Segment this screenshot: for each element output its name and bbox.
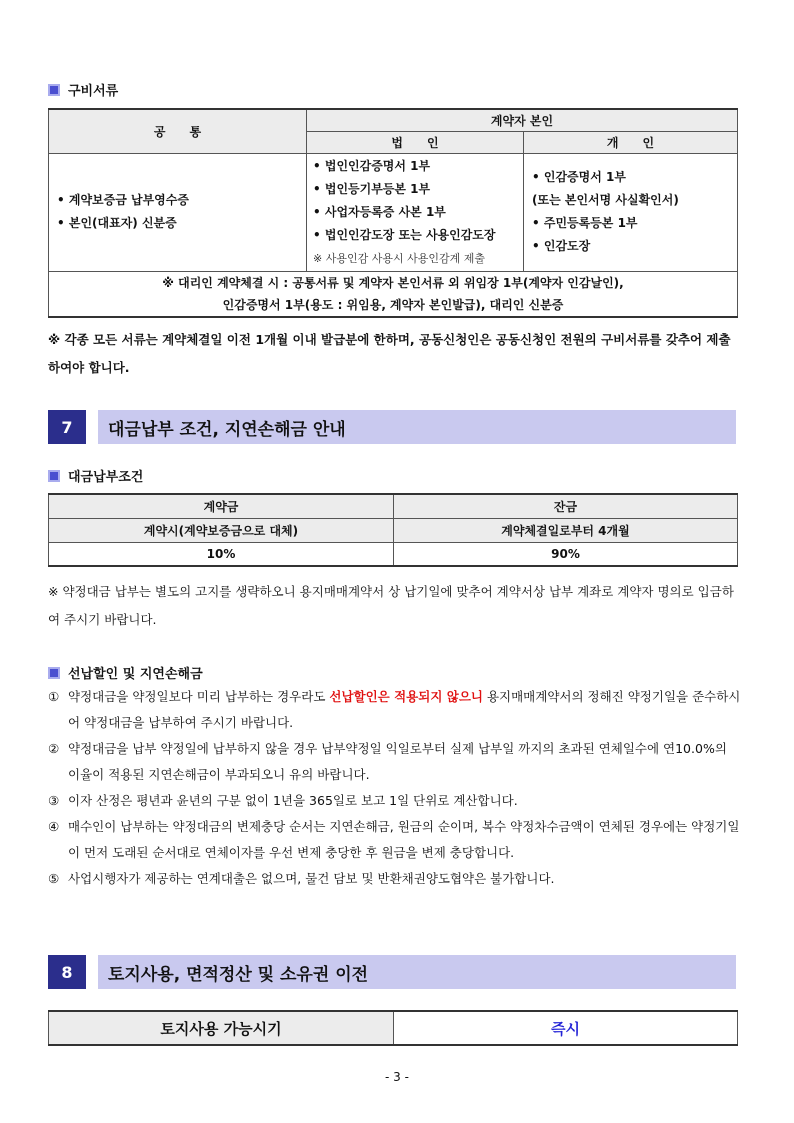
land-use-value: 즉시 (394, 1011, 738, 1045)
documents-table (48, 108, 738, 318)
payment-cell: 계약시(계약보증금으로 대체) (49, 518, 394, 542)
section-7-header (48, 410, 736, 444)
square-bullet-icon (48, 84, 60, 96)
item-number: ⑤ (48, 871, 60, 886)
list-item: ① 약정대금을 약정일보다 미리 납부하는 경우라도 선납할인은 적용되지 않으니 용지매매계약서의 정해진 약정기일을 준수하시어 약정대금을 납부하여 주시기 바랍니다. (48, 684, 742, 736)
page-number: - 3 - (385, 1070, 409, 1084)
item-number: ① (48, 689, 60, 704)
documents-notice: ※ 각종 모든 서류는 계약체결일 이전 1개월 이내 발급분에 한하며, 공동신청인은 공동신청인 전원의 구비서류를 갖추어 제출하여야 합니다. (48, 332, 731, 375)
section-title: 토지사용, 면적정산 및 소유권 이전 (98, 955, 736, 989)
square-bullet-icon (48, 667, 60, 679)
col-contractor-header: 계약자 본인 (307, 109, 738, 131)
item-number: ④ (48, 819, 60, 834)
no-prepay-discount-highlight: 선납할인은 적용되지 않으니 (329, 689, 483, 704)
corp-doc-item: • 법인등기부등본 1부 (313, 181, 431, 196)
payment-table (48, 493, 738, 567)
docs-heading: 구비서류 (48, 80, 118, 99)
item-text: 약정대금을 납부 약정일에 납부하지 않을 경우 납부약정일 익일로부터 실제 납부일 까지의 초과된 연체일수에 연10.0%의 이율이 적용된 지연손해금이 부과되오니 유의 바랍니다. (68, 741, 727, 782)
discount-list (48, 684, 742, 892)
proxy-note-line: 인감증명서 1부(용도 : 위임용, 계약자 본인발급), 대리인 신분증 (222, 297, 564, 312)
land-use-table (48, 1010, 738, 1046)
section-title: 대금납부 조건, 지연손해금 안내 (98, 410, 736, 444)
indiv-docs-cell (524, 153, 738, 271)
common-doc-item: • 본인(대표자) 신분증 (57, 216, 177, 230)
indiv-doc-item: • 인감도장 (532, 239, 591, 253)
corp-doc-item: • 법인인감도장 또는 사용인감도장 (313, 227, 496, 242)
proxy-note-line: ※ 대리인 계약체결 시 : 공통서류 및 계약자 본인서류 외 위임장 1부(계약자 인감날인), (162, 275, 624, 290)
indiv-doc-item: • 주민등록등본 1부 (532, 216, 638, 230)
indiv-doc-item: (또는 본인서명 사실확인서) (532, 193, 679, 207)
item-number: ③ (48, 793, 60, 808)
corp-doc-note: ※ 사용인감 사용시 사용인감계 제출 (313, 251, 485, 265)
payment-cell: 90% (394, 542, 738, 566)
payment-note: ※ 약정대금 납부는 별도의 고지를 생략하오니 용지매매계약서 상 납기일에 맞추어 계약서상 납부 계좌로 계약자 명의로 입금하여 주시기 바랍니다. (48, 584, 734, 627)
list-item (48, 866, 742, 892)
land-use-label: 토지사용 가능시기 (49, 1011, 394, 1045)
section-8-header (48, 955, 736, 989)
item-text: 매수인이 납부하는 약정대금의 변제충당 순서는 지연손해금, 원금의 순이며, 복수 약정차수금액이 연체된 경우에는 약정기일이 먼저 도래된 순서대로 연체이자를 우선 변제 충당한 후 원금을 변제 충당합니다. (68, 819, 740, 860)
indiv-doc-item: • 인감증명서 1부 (532, 170, 626, 184)
common-docs-cell (49, 153, 307, 271)
item-text: 사업시행자가 제공하는 연계대출은 없으며, 물건 담보 및 반환채권양도협약은 불가합니다. (68, 871, 555, 886)
common-doc-item: • 계약보증금 납부영수증 (57, 193, 189, 207)
corp-doc-item: • 법인인감증명서 1부 (313, 158, 431, 173)
corp-docs-cell (307, 153, 524, 271)
payment-header-cell: 계약금 (49, 494, 394, 518)
item-text: 이자 산정은 평년과 윤년의 구분 없이 1년을 365일로 보고 1일 단위로 계산합니다. (68, 793, 518, 808)
corp-doc-item: • 사업자등록증 사본 1부 (313, 204, 446, 219)
payment-cell: 10% (49, 542, 394, 566)
col-indiv-header: 개 인 (524, 131, 738, 153)
square-bullet-icon (48, 470, 60, 482)
col-corp-header: 법 인 (307, 131, 524, 153)
list-item (48, 788, 742, 814)
proxy-note (49, 271, 738, 317)
item-number: ② (48, 741, 60, 756)
discount-heading: 선납할인 및 지연손해금 (48, 663, 203, 682)
payment-cell: 계약체결일로부터 4개월 (394, 518, 738, 542)
list-item (48, 814, 742, 866)
list-item (48, 736, 742, 788)
payment-header-cell: 잔금 (394, 494, 738, 518)
section-number: 8 (48, 955, 86, 989)
col-common-header: 공 통 (49, 109, 307, 153)
section-number: 7 (48, 410, 86, 444)
payment-heading: 대금납부조건 (48, 466, 143, 485)
